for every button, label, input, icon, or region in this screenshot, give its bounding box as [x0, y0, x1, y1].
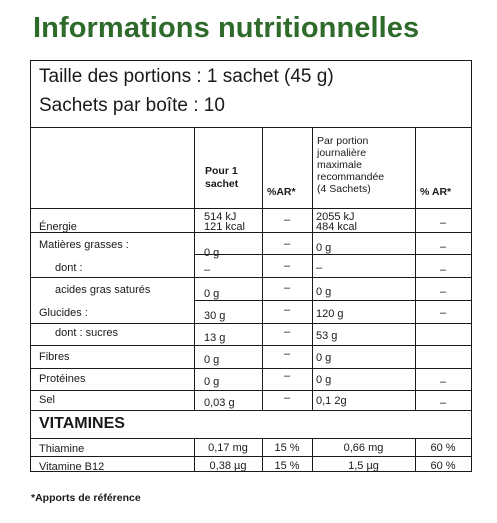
cell-value: 0,1 2g: [316, 395, 347, 407]
divider: [31, 232, 471, 233]
cell-value: –: [439, 264, 447, 276]
cell-value: 30 g: [204, 310, 226, 322]
divider: [31, 323, 471, 324]
cell-value: 15 %: [274, 460, 300, 472]
divider: [312, 127, 313, 410]
cell-value: 120 g: [316, 308, 344, 320]
divider: [31, 410, 471, 411]
divider: [194, 127, 195, 410]
cell-value: –: [439, 286, 447, 298]
serving-size: Taille des portions : 1 sachet (45 g): [39, 66, 334, 87]
header-max-line: journalière: [317, 147, 367, 159]
divider: [31, 390, 471, 391]
cell-value: –: [283, 282, 291, 294]
divider: [31, 368, 471, 369]
cell-value: 0,66 mg: [343, 442, 384, 454]
cell-value: 0 g: [204, 288, 220, 300]
cell-value: 13 g: [204, 332, 226, 344]
cell-value: 0 g: [316, 286, 332, 298]
row-label: Énergie: [39, 221, 77, 233]
cell-value: 0 g: [204, 247, 220, 259]
cell-value: 484 kcal: [316, 221, 357, 233]
divider: [194, 254, 471, 255]
vitamins-heading: VITAMINES: [39, 415, 125, 432]
cell-value: 514 kJ: [204, 211, 237, 223]
cell-value: 60 %: [430, 460, 456, 472]
cell-value: 121 kcal: [204, 221, 245, 233]
cell-value: –: [283, 326, 291, 338]
divider: [31, 208, 471, 209]
header-max-line: Par portion: [317, 135, 369, 147]
row-label: Thiamine: [39, 443, 85, 455]
cell-value: 2055 kJ: [316, 211, 355, 223]
row-label: dont : sucres: [55, 327, 118, 339]
cell-value: 0,38 µg: [209, 460, 247, 472]
cell-value: 0 g: [316, 352, 332, 364]
cell-value: –: [439, 376, 447, 388]
divider: [31, 345, 471, 346]
divider: [31, 127, 471, 128]
cell-value: 1,5 µg: [348, 460, 379, 472]
cell-value: 0 g: [316, 374, 332, 386]
cell-value: –: [204, 264, 211, 276]
cell-value: –: [439, 241, 447, 253]
header-per-sachet: Pour 1 sachet: [205, 165, 239, 190]
row-label: Sel: [39, 394, 55, 406]
divider: [31, 438, 471, 439]
page-title: Informations nutritionnelles: [33, 12, 420, 44]
row-label: Protéines: [39, 373, 86, 385]
cell-value: –: [283, 304, 291, 316]
cell-value: –: [316, 262, 323, 274]
cell-value: –: [283, 348, 291, 360]
row-label: Matières grasses :: [39, 239, 129, 251]
divider: [31, 277, 471, 278]
cell-value: 0 g: [204, 354, 220, 366]
row-label: Fibres: [39, 351, 70, 363]
row-label: acides gras saturés: [55, 284, 151, 296]
cell-value: –: [283, 392, 291, 404]
cell-value: 0 g: [204, 376, 220, 388]
cell-value: –: [439, 307, 447, 319]
header-max-line: recommandée: [317, 171, 385, 183]
divider: [31, 456, 471, 457]
cell-value: –: [283, 214, 291, 226]
cell-value: 53 g: [316, 330, 338, 342]
footnote: *Apports de référence: [31, 492, 141, 504]
cell-value: –: [283, 370, 291, 382]
cell-value: 0 g: [316, 242, 332, 254]
cell-value: 60 %: [430, 442, 456, 454]
header-ar-2: % AR*: [420, 186, 452, 198]
divider: [194, 300, 471, 301]
row-label: dont :: [55, 262, 83, 274]
cell-value: 15 %: [274, 442, 300, 454]
row-label: Vitamine B12: [39, 461, 105, 473]
header-ar-1: %AR*: [267, 186, 296, 198]
cell-value: –: [439, 397, 447, 409]
cell-value: –: [283, 260, 291, 272]
cell-value: 0,03 g: [204, 397, 235, 409]
nutrition-table: [30, 60, 472, 472]
cell-value: –: [283, 238, 291, 250]
header-max-line: (4 Sachets): [317, 183, 371, 195]
servings-per-box: Sachets par boîte : 10: [39, 95, 225, 116]
header-max-line: maximale: [317, 159, 362, 171]
cell-value: 0,17 mg: [208, 442, 248, 454]
cell-value: –: [439, 217, 447, 229]
row-label: Glucides :: [39, 307, 88, 319]
